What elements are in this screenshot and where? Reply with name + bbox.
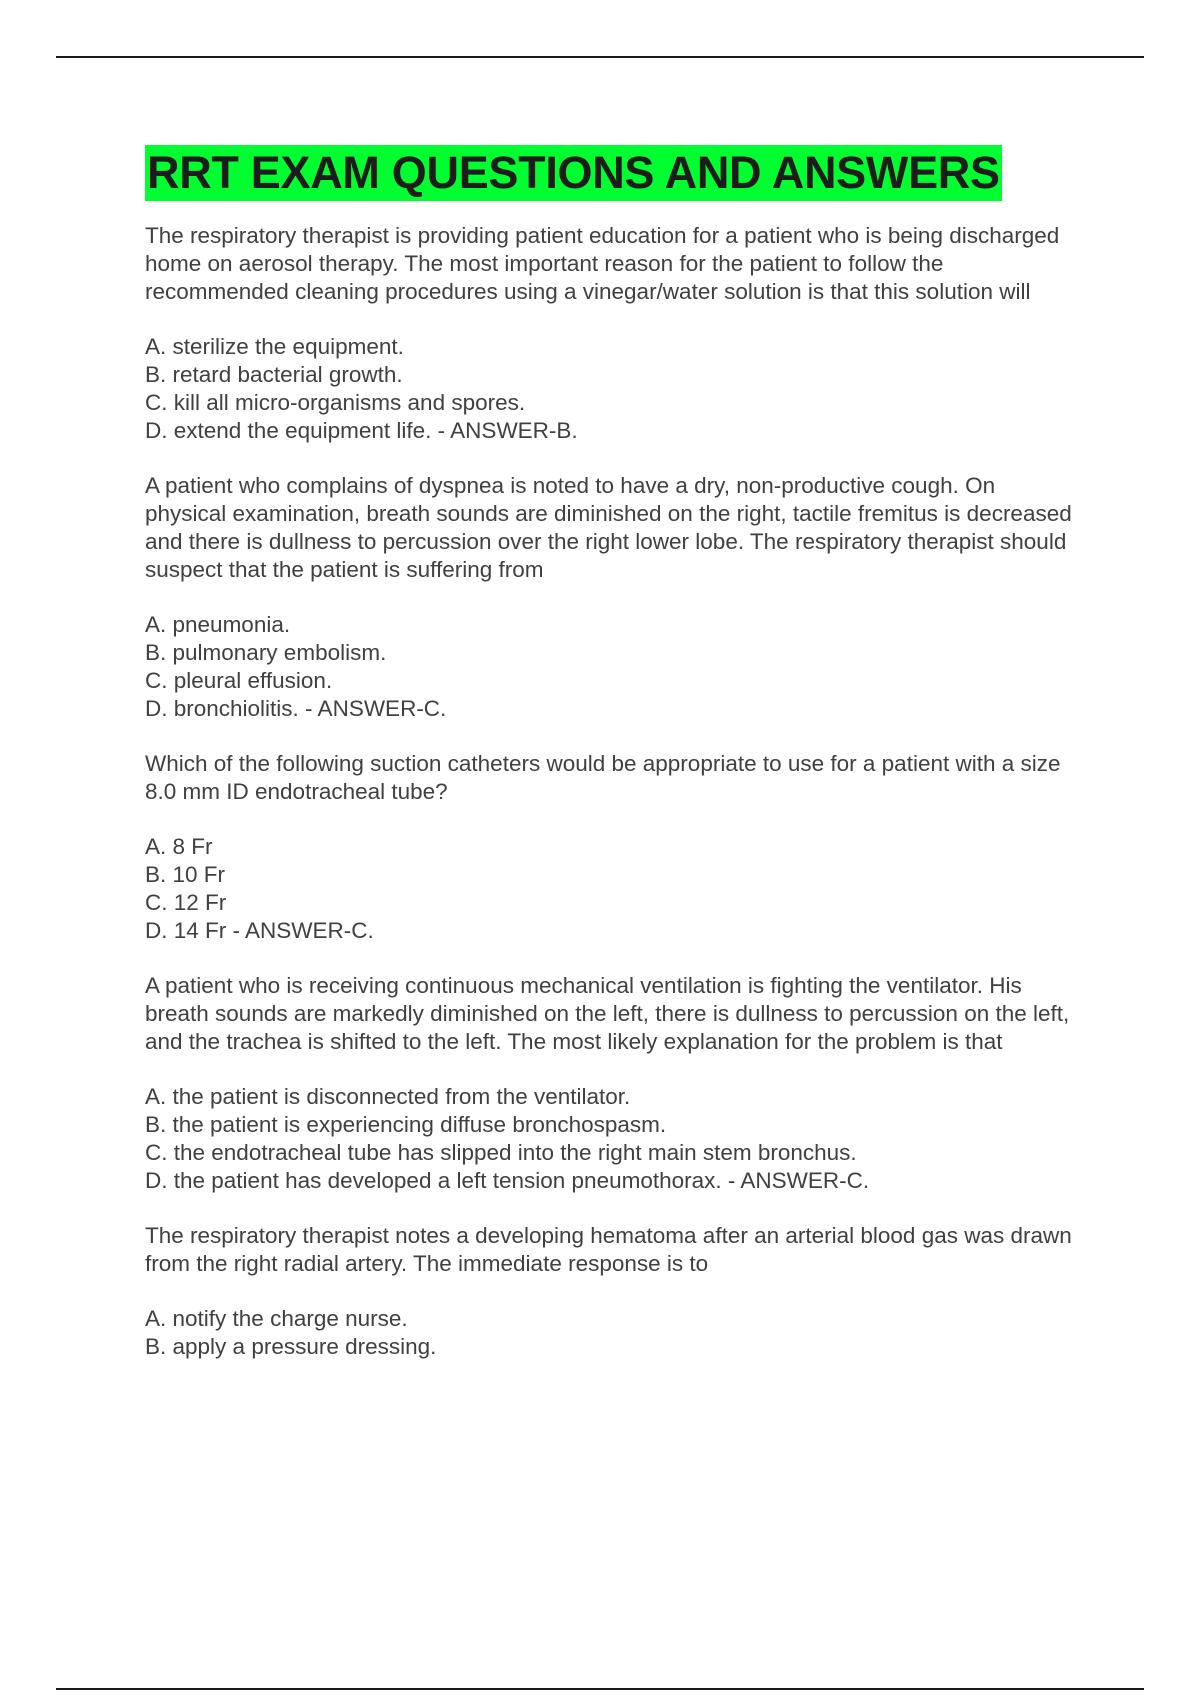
question-text: A patient who is receiving continuous mechanical ventilation is fighting the ventilator. His breath sounds are markedly diminished on the left, there is dullness to percussion on the left, and the trachea is shifted to the left. The most likely explanation for the problem is that <box>145 973 1070 1054</box>
option-item: D. 14 Fr - ANSWER-C. <box>145 918 374 943</box>
answer-options <box>145 1305 1075 1361</box>
question-text: The respiratory therapist is providing patient education for a patient who is being discharged home on aerosol therapy. The most important reason for the patient to follow the recommended cleaning procedures using a vinegar/water solution is that this solution will <box>145 223 1060 304</box>
question-block-3 <box>145 750 1075 945</box>
document-title: RRT EXAM QUESTIONS AND ANSWERS <box>145 145 1002 201</box>
page-bottom-rule <box>56 1688 1144 1690</box>
answer-options <box>145 333 1075 445</box>
answer-options <box>145 833 1075 945</box>
answer-options <box>145 1083 1075 1195</box>
question-block-5 <box>145 1222 1075 1361</box>
answer-options <box>145 611 1075 723</box>
option-item: A. sterilize the equipment. <box>145 334 404 359</box>
option-item: A. notify the charge nurse. <box>145 1306 408 1331</box>
option-item: B. retard bacterial growth. <box>145 362 403 387</box>
option-item: D. extend the equipment life. - ANSWER-B. <box>145 418 578 443</box>
option-item: D. the patient has developed a left tension pneumothorax. - ANSWER-C. <box>145 1168 870 1193</box>
question-text: The respiratory therapist notes a developing hematoma after an arterial blood gas was drawn from the right radial artery. The immediate response is to <box>145 1223 1072 1276</box>
option-item: B. apply a pressure dressing. <box>145 1334 437 1359</box>
option-item: B. the patient is experiencing diffuse bronchospasm. <box>145 1112 667 1137</box>
option-item: D. bronchiolitis. - ANSWER-C. <box>145 696 447 721</box>
option-item: C. pleural effusion. <box>145 668 333 693</box>
document-body <box>145 145 1075 1388</box>
question-block-4 <box>145 972 1075 1195</box>
question-text: Which of the following suction catheters would be appropriate to use for a patient with a size 8.0 mm ID endotracheal tube? <box>145 751 1061 804</box>
question-block-1 <box>145 222 1075 445</box>
option-item: A. 8 Fr <box>145 834 213 859</box>
page-top-rule <box>56 56 1144 58</box>
option-item: B. 10 Fr <box>145 862 226 887</box>
option-item: C. kill all micro-organisms and spores. <box>145 390 526 415</box>
question-block-2 <box>145 472 1075 723</box>
option-item: C. the endotracheal tube has slipped into the right main stem bronchus. <box>145 1140 857 1165</box>
option-item: A. the patient is disconnected from the ventilator. <box>145 1084 631 1109</box>
option-item: A. pneumonia. <box>145 612 291 637</box>
option-item: B. pulmonary embolism. <box>145 640 387 665</box>
option-item: C. 12 Fr <box>145 890 227 915</box>
question-text: A patient who complains of dyspnea is noted to have a dry, non-productive cough. On physical examination, breath sounds are diminished on the right, tactile fremitus is decreased and there is dullness to percussion over the right lower lobe. The respiratory therapist should suspect that the patient is suffering from <box>145 473 1072 582</box>
